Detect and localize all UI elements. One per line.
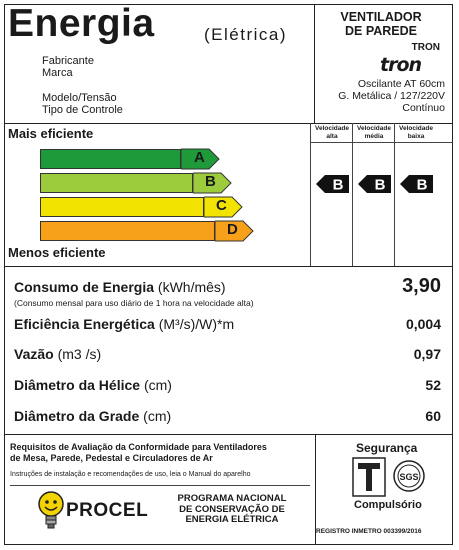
efficiency-bottom-label: Menos eficiente (8, 245, 106, 260)
controle-label: Tipo de Controle (42, 104, 123, 116)
column-head-rule (310, 142, 453, 143)
brand-logo: tron (380, 54, 422, 76)
efficiency-rule (4, 266, 453, 267)
svg-text:B: B (374, 176, 386, 194)
footer-inner-rule (10, 485, 310, 486)
compulsorio-label: Compulsório (354, 499, 422, 511)
marca-label: Marca (42, 67, 73, 79)
consumo-value: 3,90 (402, 275, 441, 297)
column-alta: Velocidade alta (315, 125, 349, 140)
column-divider-2 (352, 123, 353, 266)
label-title: Energia (8, 2, 155, 45)
procel-logo-text: PROCEL (66, 500, 149, 521)
column-divider-3 (394, 123, 395, 266)
modelo-label: Modelo/Tensão (42, 92, 117, 104)
column-baixa: Velocidade baixa (399, 125, 433, 140)
seguranca-label: Segurança (356, 441, 418, 455)
svg-text:SGS: SGS (399, 472, 419, 482)
class-bar-a (40, 149, 181, 169)
class-bar-b (40, 173, 193, 193)
procel-bulb-icon (36, 490, 66, 532)
efficiency-top-label: Mais eficiente (8, 126, 94, 141)
inmetro-seal-icon (352, 457, 386, 497)
eficiencia-value: 0,004 (405, 316, 441, 332)
registro-inmetro: REGISTRO INMETRO 003399/2016 (316, 528, 422, 535)
header-rule (4, 123, 453, 124)
class-letter-b: B (205, 173, 216, 190)
helice-value: 52 (425, 377, 441, 393)
header-divider (314, 4, 315, 123)
svg-text:B: B (332, 176, 344, 194)
svg-text:B: B (416, 176, 428, 194)
grade-value: 60 (425, 408, 441, 424)
brand-name: TRON (411, 42, 440, 53)
class-bar-c (40, 197, 204, 217)
class-badge-baixa (400, 174, 434, 194)
sgs-seal-icon (392, 459, 426, 493)
class-badge-media (358, 174, 392, 194)
model-info: Oscilante AT 60cm G. Metálica / 127/220V Contínuo (338, 78, 445, 114)
programa-text: PROGRAMA NACIONAL DE CONSERVAÇÃO DE ENERGIA ELÉTRICA (177, 493, 287, 525)
consumo-label: Consumo de Energia (kWh/mês) (14, 279, 226, 295)
instructions-text: Instruções de instalação e recomendações de uso, leia o Manual do aparelho (10, 471, 251, 478)
specs-rule (4, 434, 453, 435)
fabricante-label: Fabricante (42, 55, 94, 67)
class-letter-a: A (194, 149, 205, 166)
column-media: Velocidade média (357, 125, 391, 140)
consumo-note: (Consumo mensal para uso diário de 1 hora na velocidade alta) (14, 298, 254, 308)
grade-label: Diâmetro da Grade (cm) (14, 408, 172, 424)
class-letter-c: C (216, 197, 227, 214)
column-divider-1 (310, 123, 311, 266)
class-badge-alta (316, 174, 350, 194)
class-bar-d (40, 221, 215, 241)
requirements-text: Requisitos de Avaliação da Conformidade para Ventiladores de Mesa, Parede, Pedestal e Circuladores de Ar (10, 442, 267, 463)
vazao-label: Vazão (m3 /s) (14, 346, 102, 362)
helice-label: Diâmetro da Hélice (cm) (14, 377, 172, 393)
label-subtitle: (Elétrica) (204, 25, 288, 44)
product-type: VENTILADOR DE PAREDE (340, 10, 422, 38)
class-letter-d: D (227, 221, 238, 238)
eficiencia-label: Eficiência Energética (M³/s)/W)*m (14, 316, 235, 332)
vazao-value: 0,97 (413, 346, 441, 362)
